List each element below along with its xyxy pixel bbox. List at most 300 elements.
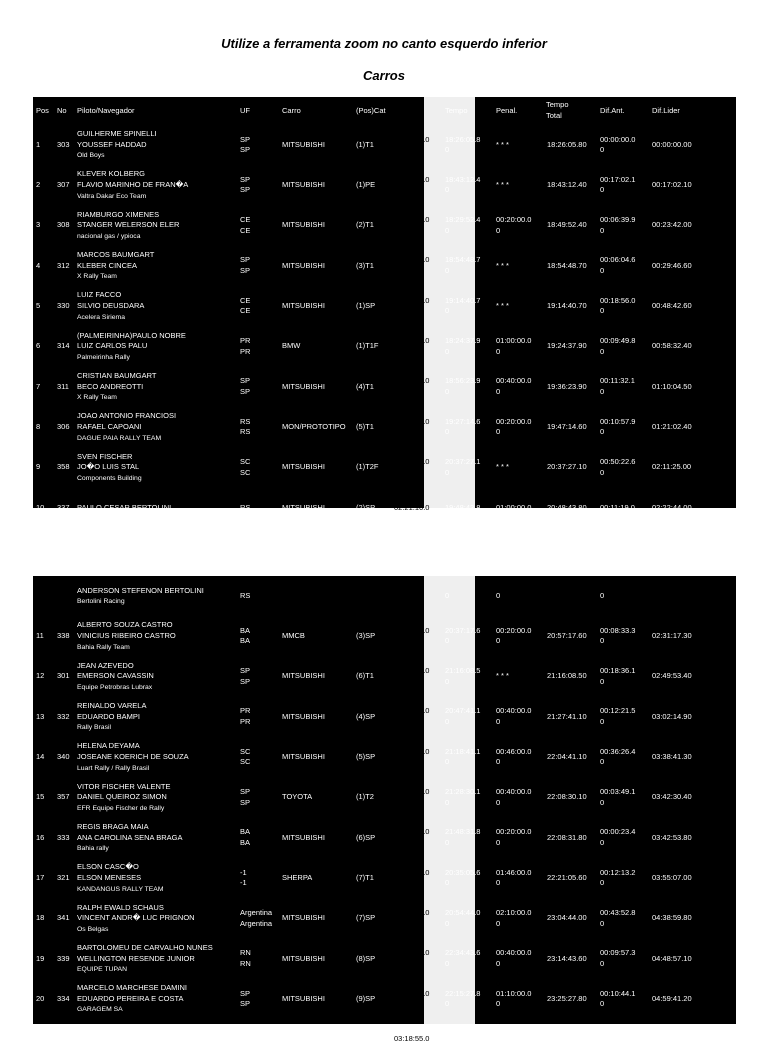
cell-carro: MITSUBISHI	[282, 832, 325, 842]
cell-uf-text	[240, 747, 250, 768]
cell-uf-text	[240, 255, 250, 276]
cell-carro: MITSUBISHI	[282, 502, 325, 512]
cell-dif-ant	[600, 778, 650, 818]
cell-ss7-line2: 0	[394, 467, 399, 477]
cell-pos: 12	[36, 671, 45, 681]
cell-carro: MITSUBISHI	[282, 139, 325, 149]
cell-ss7-line1: 02:13:58.0	[394, 416, 430, 426]
cell-penal-line2: 0	[496, 797, 501, 807]
cell-tempo	[445, 327, 495, 367]
cell-pos: 16	[36, 832, 45, 842]
cell-dif-ant-line1: 00:10:57.9	[600, 416, 636, 426]
cell-penal-line1: 00:40:00.0	[496, 948, 532, 958]
cell-penal-line1: * * *	[496, 260, 509, 270]
table-row	[33, 165, 736, 205]
cell-uf	[240, 407, 282, 447]
pilot-name: ANDERSON STEFENON BERTOLINI	[77, 585, 204, 595]
navigator-name: YOUSSEF HADDAD	[77, 139, 147, 149]
cell-dif-ant-line1: 00:50:22.6	[600, 456, 636, 466]
cell-dif-ant	[600, 125, 650, 165]
cell-ss7-line1: 02:41:20.0	[394, 988, 430, 998]
cell-tempo	[445, 939, 495, 979]
cell-pos: 17	[36, 872, 45, 882]
cell-ss7-line2: 0	[394, 306, 399, 316]
cell-dif-ant	[600, 447, 650, 487]
cell-ss7-line2: 0	[394, 837, 399, 847]
cell-uf-line1: Argentina	[240, 907, 273, 917]
cell-piloto-navegador	[77, 737, 239, 777]
cell-tempo-line2: 0	[445, 185, 450, 195]
cell-penal	[496, 737, 546, 777]
table-row	[33, 657, 736, 697]
cell-uf	[240, 367, 282, 407]
header-no: No	[57, 105, 67, 115]
cell-uf-line2: PR	[240, 717, 251, 727]
cell-tempo	[445, 778, 495, 818]
cell-dif-ant-line1: 0	[600, 590, 605, 600]
cell-ss7-line1: 02:20:37.0	[394, 215, 430, 225]
cell-dif-ant-line2: 0	[600, 145, 605, 155]
cell-uf-line1: SP	[240, 376, 251, 386]
cell-no	[57, 1019, 77, 1059]
cell-no: 303	[57, 139, 70, 149]
pilot-name: BARTOLOMEU DE CARVALHO NUNES	[77, 942, 213, 952]
cell-penal	[496, 657, 546, 697]
cell-uf-text	[240, 417, 250, 438]
cell-dif-ant-line1: 00:43:52.8	[600, 907, 636, 917]
cell-tempo-total: 21:27:41.10	[547, 711, 587, 721]
pilot-name: KLEVER KOLBERG	[77, 169, 145, 179]
header-tempo-total	[546, 97, 600, 125]
cell-poscat: (6)SP	[356, 832, 376, 842]
cell-ss7	[394, 979, 442, 1019]
cell-tempo-text	[445, 215, 480, 236]
cell-penal-text	[496, 462, 509, 473]
cell-ss7-line1: 02:44:00.0	[394, 787, 430, 796]
cell-uf-line2: SC	[240, 467, 251, 477]
cell-penal-line1: 00:40:00.0	[496, 1034, 532, 1044]
cell-tempo-line1: 18:29:52.4	[445, 215, 481, 225]
cell-tempo	[445, 616, 495, 656]
navigator-name: WELLINGTON RESENDE JUNIOR	[77, 953, 195, 963]
pilot-name: ELSON CASC�O	[77, 862, 139, 872]
header-dif-lider: Dif.Lider	[652, 105, 680, 115]
cell-tempo-line2: 0	[445, 717, 450, 727]
cell-tempo-line2: 0	[445, 837, 450, 847]
cell-carro: TOYOTA	[282, 792, 313, 802]
cell-tempo-line1: 21:16:08.5	[445, 666, 481, 676]
cell-penal-line2: 0	[496, 346, 501, 356]
cell-tempo-line2: 0	[445, 757, 450, 767]
cell-pos: 3	[36, 220, 41, 230]
cell-dif-ant-line2: 0	[600, 878, 605, 888]
cell-tempo-line2: 0	[445, 797, 450, 807]
cell-dif-ant-line2: 0	[600, 266, 605, 276]
cell-penal-text	[496, 827, 531, 848]
cell-uf-text	[240, 376, 250, 397]
crew-names	[77, 129, 157, 161]
cell-uf	[240, 778, 282, 818]
cell-uf-line2: RN	[240, 958, 251, 968]
navigator-name: STANGER WELERSON ELER	[77, 220, 180, 230]
table-row	[33, 488, 736, 528]
cell-ss7-line2: 0	[394, 918, 399, 928]
cell-penal	[496, 327, 546, 367]
cell-carro: MITSUBISHI	[282, 711, 325, 721]
cell-dif-ant-line1: 00:08:33.3	[600, 625, 636, 635]
cell-dif-ant-line1: 00:57:43.9	[600, 1034, 636, 1044]
cell-ss7-line2: 0	[394, 145, 399, 155]
cell-penal	[496, 818, 546, 858]
cell-penal-line1: 00:20:00.0	[496, 827, 532, 837]
cell-ss7-line1: 03:18:55.0	[394, 1034, 430, 1044]
cell-dif-ant-line1: 00:11:32.1	[600, 376, 635, 386]
cell-uf-line2: SP	[240, 999, 251, 1009]
cell-uf-text	[240, 989, 250, 1010]
cell-poscat: (1)T1F	[356, 341, 379, 351]
cell-poscat: (7)SP	[356, 913, 376, 923]
results-table-1	[33, 97, 736, 512]
cell-dif-ant-text	[600, 296, 635, 317]
cell-tempo-total: 23:04:44.00	[547, 913, 587, 923]
cell-tempo-line1: 20:47:41.1	[445, 706, 481, 716]
pilot-name: SVEN FISCHER	[77, 451, 133, 461]
cell-dif-ant	[600, 616, 650, 656]
cell-uf-text	[240, 787, 250, 808]
header-tempo: Tempo	[445, 105, 468, 115]
cell-uf-text	[240, 948, 251, 969]
navigator-name: ELSON MENESES	[77, 872, 142, 882]
cell-no: 357	[57, 792, 70, 802]
cell-piloto-navegador	[77, 818, 239, 858]
cell-penal-text	[496, 787, 531, 808]
cell-uf-line1: RN	[240, 948, 251, 958]
header-dif-ant: Dif.Ant.	[600, 105, 625, 115]
cell-uf	[240, 858, 282, 898]
table-row	[33, 697, 736, 737]
cell-tempo-line1: 22:15:27.8	[445, 988, 481, 998]
cell-pos	[36, 1019, 54, 1059]
cell-uf-line1: PR	[240, 706, 251, 716]
cell-uf	[240, 165, 282, 205]
cell-piloto-navegador	[77, 1019, 239, 1059]
pilot-name: (PALMEIRINHA)PAULO NOBRE	[77, 330, 186, 340]
cell-dif-lider: 04:38:59.80	[652, 913, 692, 923]
cell-penal-line1: 00:20:00.0	[496, 625, 532, 635]
cell-dif-ant	[600, 407, 650, 447]
cell-tempo-line1: 20:37:17.6	[445, 625, 481, 635]
cell-penal-text	[496, 261, 509, 272]
cell-piloto-navegador	[77, 246, 239, 286]
cell-uf-line2: BA	[240, 636, 251, 646]
cell-penal-text	[496, 215, 531, 236]
cell-pos: 13	[36, 711, 45, 721]
cell-uf-text	[240, 135, 250, 156]
cell-penal-text	[496, 948, 531, 969]
cell-dif-ant-line1: 00:03:49.1	[600, 787, 636, 796]
cell-dif-ant-text	[600, 591, 604, 602]
crew-names	[77, 250, 154, 282]
cell-penal-line2: 0	[496, 386, 501, 396]
cell-piloto-navegador	[77, 367, 239, 407]
cell-tempo-text	[445, 296, 480, 317]
cell-tempo-text	[445, 908, 480, 929]
cell-uf	[240, 447, 282, 487]
cell-dif-lider: 00:29:46.60	[652, 260, 692, 270]
cell-no: 332	[57, 711, 70, 721]
cell-ss7	[394, 576, 442, 616]
cell-dif-ant-line1: 00:18:56.0	[600, 295, 636, 305]
cell-penal-text	[496, 868, 531, 889]
cell-ss7-line1: 02:13:10.0	[394, 376, 430, 386]
cell-penal-line2: 0	[496, 757, 501, 767]
cell-uf-line1: SP	[240, 134, 251, 144]
cell-uf-text	[240, 1034, 250, 1045]
cell-dif-ant	[600, 165, 650, 205]
page-subtitle: Carros	[363, 68, 405, 83]
cell-tempo-line2: 0	[445, 427, 450, 437]
cell-dif-ant-line1: 00:12:21.5	[600, 706, 636, 716]
cell-uf-text	[240, 626, 250, 647]
cell-tempo-line1: 22:34:43.6	[445, 948, 481, 958]
cell-uf	[240, 818, 282, 858]
cell-tempo-total: 19:24:37.90	[547, 341, 587, 351]
cell-tempo-text	[445, 376, 480, 397]
cell-penal-line1: * * *	[496, 139, 509, 149]
navigator-name: JOSEANE KOERICH DE SOUZA	[77, 752, 189, 762]
cell-dif-lider: 04:59:41.20	[652, 993, 692, 1003]
cell-penal-text	[496, 376, 531, 397]
cell-uf-line2: SP	[240, 266, 251, 276]
cell-dif-lider: 01:10:04.50	[652, 381, 692, 391]
cell-tempo-line1: 18:56:23.9	[445, 376, 481, 386]
cell-uf-text	[240, 175, 250, 196]
cell-tempo-total: 22:08:30.10	[547, 792, 587, 802]
cell-dif-ant-line1: 00:00:00.0	[600, 134, 636, 144]
cell-ss7-text	[394, 666, 429, 687]
cell-pos: 5	[36, 301, 41, 311]
cell-penal-line2: 0	[496, 958, 501, 968]
cell-ss7-line2: 0	[394, 797, 399, 807]
cell-piloto-navegador	[77, 697, 239, 737]
cell-tempo-total: 18:43:12.40	[547, 180, 587, 190]
cell-tempo	[445, 246, 495, 286]
header-poscat: (Pos)Cat	[356, 105, 386, 115]
cell-uf-line1: SP	[240, 666, 251, 676]
cell-uf-line2: SP	[240, 185, 251, 195]
cell-ss7-text	[394, 989, 429, 1010]
table-row	[33, 327, 736, 367]
cell-poscat: (1)SP	[356, 301, 376, 311]
cell-tempo-text	[445, 827, 480, 848]
cell-tempo-line1: 18:24:37.9	[445, 336, 481, 345]
cell-dif-ant-line1: 00:06:39.9	[600, 215, 636, 225]
crew-names	[77, 903, 195, 935]
cell-tempo-total: 19:36:23.90	[547, 381, 587, 391]
crew-names	[77, 331, 186, 363]
cell-ss7-text	[394, 787, 429, 808]
cell-ss7-line2: 0	[394, 185, 399, 195]
cell-uf	[240, 898, 282, 938]
cell-tempo-line2: 0	[445, 306, 450, 316]
cell-carro: MITSUBISHI	[282, 260, 325, 270]
cell-dif-ant-line1: 00:06:04.6	[600, 255, 636, 265]
cell-ss7-line1: 02:46:55.0	[394, 948, 430, 958]
cell-uf	[240, 327, 282, 367]
cell-uf	[240, 286, 282, 326]
cell-ss7-text	[394, 135, 429, 156]
cell-dif-ant-text	[600, 215, 635, 236]
cell-dif-ant	[600, 737, 650, 777]
cell-ss7-line1: 02:32:18.0	[394, 174, 430, 184]
cell-uf-line2: SP	[240, 386, 251, 396]
cell-ss7	[394, 737, 442, 777]
team-name: Acelera Siriema	[77, 313, 125, 321]
cell-tempo	[445, 1019, 495, 1059]
cell-ss7-line2: 0	[394, 757, 399, 767]
cell-penal-line1: 00:40:00.0	[496, 376, 532, 386]
cell-pos: 15	[36, 792, 45, 802]
cell-no: 338	[57, 631, 70, 641]
cell-tempo-text	[445, 503, 480, 514]
cell-pos: 20	[36, 993, 45, 1003]
team-name: KANDANGUS RALLY TEAM	[77, 885, 164, 893]
pilot-name: CRISTIAN BAUMGART	[77, 370, 157, 380]
cell-tempo-text	[445, 591, 449, 602]
cell-penal-line2: 0	[496, 918, 501, 928]
cell-poscat	[356, 1019, 394, 1059]
cell-tempo-text	[445, 787, 480, 808]
cell-tempo-line2: 0	[445, 386, 450, 396]
cell-ss7-line2: 0	[394, 636, 399, 646]
cell-penal-text	[496, 671, 509, 682]
crew-names	[77, 983, 187, 1015]
team-name: Bertolini Racing	[77, 598, 125, 606]
cell-dif-ant-line2: 0	[600, 386, 605, 396]
cell-penal-text	[496, 908, 531, 929]
cell-tempo	[445, 407, 495, 447]
cell-penal	[496, 125, 546, 165]
navigator-name: FLAVIO MARINHO DE FRAN�A	[77, 180, 189, 190]
cell-no: 312	[57, 260, 70, 270]
cell-dif-lider: 00:17:02.10	[652, 180, 692, 190]
cell-tempo-total: 20:37:27.10	[547, 462, 587, 472]
cell-penal-line1: 00:40:00.0	[496, 706, 532, 716]
cell-ss7-text	[394, 417, 429, 438]
cell-no: 330	[57, 301, 70, 311]
cell-tempo-line2: 0	[445, 346, 450, 356]
cell-ss7	[394, 367, 442, 407]
cell-poscat: (6)T1	[356, 671, 374, 681]
cell-dif-ant-line1: 00:09:49.8	[600, 336, 636, 345]
cell-ss7-line2: 0	[394, 225, 399, 235]
header-uf: UF	[240, 105, 250, 115]
cell-pos: 1	[36, 139, 41, 149]
cell-uf-text	[240, 827, 250, 848]
cell-ss7-line2: 0	[394, 266, 399, 276]
pilot-name: PAULO CESAR BERTOLINI	[77, 502, 172, 512]
crew-names	[77, 862, 164, 894]
cell-no: 306	[57, 421, 70, 431]
cell-penal-text	[496, 747, 531, 768]
cell-uf-line1: SC	[240, 746, 251, 756]
team-name: Valtra Dakar Eco Team	[77, 192, 147, 200]
pilot-name: LUIZ FACCO	[77, 290, 122, 300]
table-header	[33, 97, 736, 125]
team-name: Components Building	[77, 474, 142, 482]
cell-ss7	[394, 488, 442, 528]
cell-dif-ant	[600, 246, 650, 286]
cell-penal-text	[496, 417, 531, 438]
cell-tempo-total: 22:04:41.10	[547, 752, 587, 762]
cell-penal	[496, 898, 546, 938]
cell-carro: MITSUBISHI	[282, 462, 325, 472]
cell-tempo-line2: 0	[445, 999, 450, 1009]
cell-pos: 10	[36, 502, 45, 512]
navigator-name: BECO ANDREOTTI	[77, 381, 144, 391]
cell-uf	[240, 737, 282, 777]
cell-uf-text	[240, 296, 250, 317]
cell-ss7-line2: 0	[394, 878, 399, 888]
cell-carro: MMCB	[282, 631, 305, 641]
cell-dif-ant	[600, 939, 650, 979]
crew-names	[77, 290, 144, 322]
cell-dif-ant-text	[600, 336, 635, 357]
cell-carro	[282, 1019, 354, 1059]
cell-ss7-text	[394, 457, 429, 478]
pilot-name: MARCOS BAUMGART	[77, 250, 155, 260]
cell-uf-line1: SP	[240, 174, 251, 184]
cell-dif-ant-line2: 0	[600, 958, 605, 968]
cell-no: 307	[57, 180, 70, 190]
cell-uf	[240, 125, 282, 165]
cell-dif-ant-line2: 0	[600, 636, 605, 646]
cell-tempo	[445, 206, 495, 246]
team-name: GARAGEM SA	[77, 1006, 123, 1014]
cell-ss7-line2: 0	[394, 427, 399, 437]
cell-penal	[496, 979, 546, 1019]
cell-uf	[240, 576, 282, 616]
cell-penal-line2: 0	[496, 427, 501, 437]
cell-uf-line2: Argentina	[240, 918, 273, 928]
cell-carro: MITSUBISHI	[282, 953, 325, 963]
team-name: Rally Brasil	[77, 724, 111, 732]
cell-penal-line2: 0	[496, 837, 501, 847]
navigator-name: VINCENT ANDR� LUC PRIGNON	[77, 913, 195, 923]
cell-dif-ant	[600, 488, 650, 528]
cell-ss7-line1: 0	[394, 590, 399, 600]
cell-tempo-text	[445, 255, 480, 276]
cell-pos: 2	[36, 180, 41, 190]
cell-no: 334	[57, 993, 70, 1003]
cell-ss7-line2: 0	[394, 386, 399, 396]
cell-uf-line1: RS	[240, 416, 251, 426]
cell-dif-ant-text	[600, 457, 635, 478]
cell-penal-line2: 0	[496, 717, 501, 727]
cell-penal-line1: * * *	[496, 462, 509, 472]
cell-tempo-total	[547, 576, 601, 616]
table-row	[33, 778, 736, 818]
cell-penal-line1: 02:10:00.0	[496, 907, 532, 917]
cell-penal-line2: 0	[496, 225, 501, 235]
cell-poscat: (2)SP	[356, 502, 376, 512]
cell-tempo	[445, 697, 495, 737]
cell-dif-ant-text	[600, 908, 635, 929]
cell-tempo-text	[445, 666, 480, 687]
cell-ss7	[394, 125, 442, 165]
cell-ss7-line2: 0	[394, 999, 399, 1009]
cell-tempo-line2: 0	[445, 918, 450, 928]
